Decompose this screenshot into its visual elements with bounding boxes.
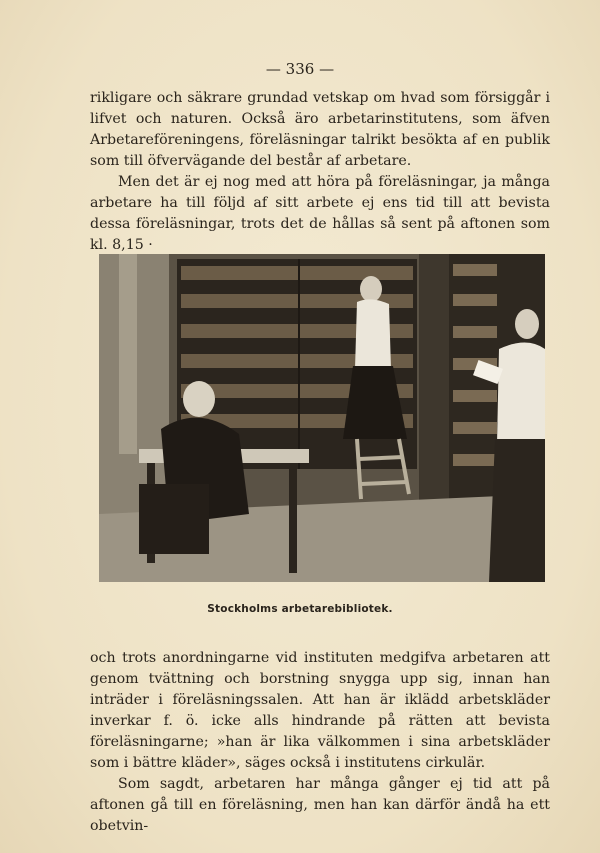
paragraph: rikligare och säkrare grundad vetskap om hvad som försiggår i lifvet och naturen. Också äro arbetarinstitutens, som äfven Arbetareföreningens, föreläsningar talrikt besökta af en publik som till öfvervägande del består af arbetare. (90, 90, 550, 169)
figure-caption: Stockholms arbetarebibliotek. (207, 603, 393, 615)
photo-illustration (99, 254, 545, 582)
paragraph: Som sagdt, arbetaren har många gånger ej tid att på aftonen gå till en föreläsning, men han kan därför ändå ha ett obetvin- (90, 776, 550, 834)
paragraph: och trots anordningarne vid instituten medgifva arbetaren att genom tvättning och borstning snygga upp sig, innan han inträder i föreläsningssalen. Att han är iklädd arbetskläder inverkar f. ö. icke alls hindrande på rätten att bevista föreläsningarne; »han är lika välkommen i sina arbetskläder som i bättre kläder», säges också i institutens cirkulär. (90, 650, 550, 771)
text-block-top (90, 88, 550, 256)
page-number: — 336 — (265, 60, 335, 78)
text-block-bottom (90, 648, 550, 837)
paragraph: Men det är ej nog med att höra på föreläsningar, ja många arbetare ha till följd af sitt arbete ej ens tid till att bevista dessa föreläsningar, trots det de hållas så sent på aftonen som kl. 8,15 · (90, 174, 550, 253)
library-photograph (99, 254, 545, 582)
